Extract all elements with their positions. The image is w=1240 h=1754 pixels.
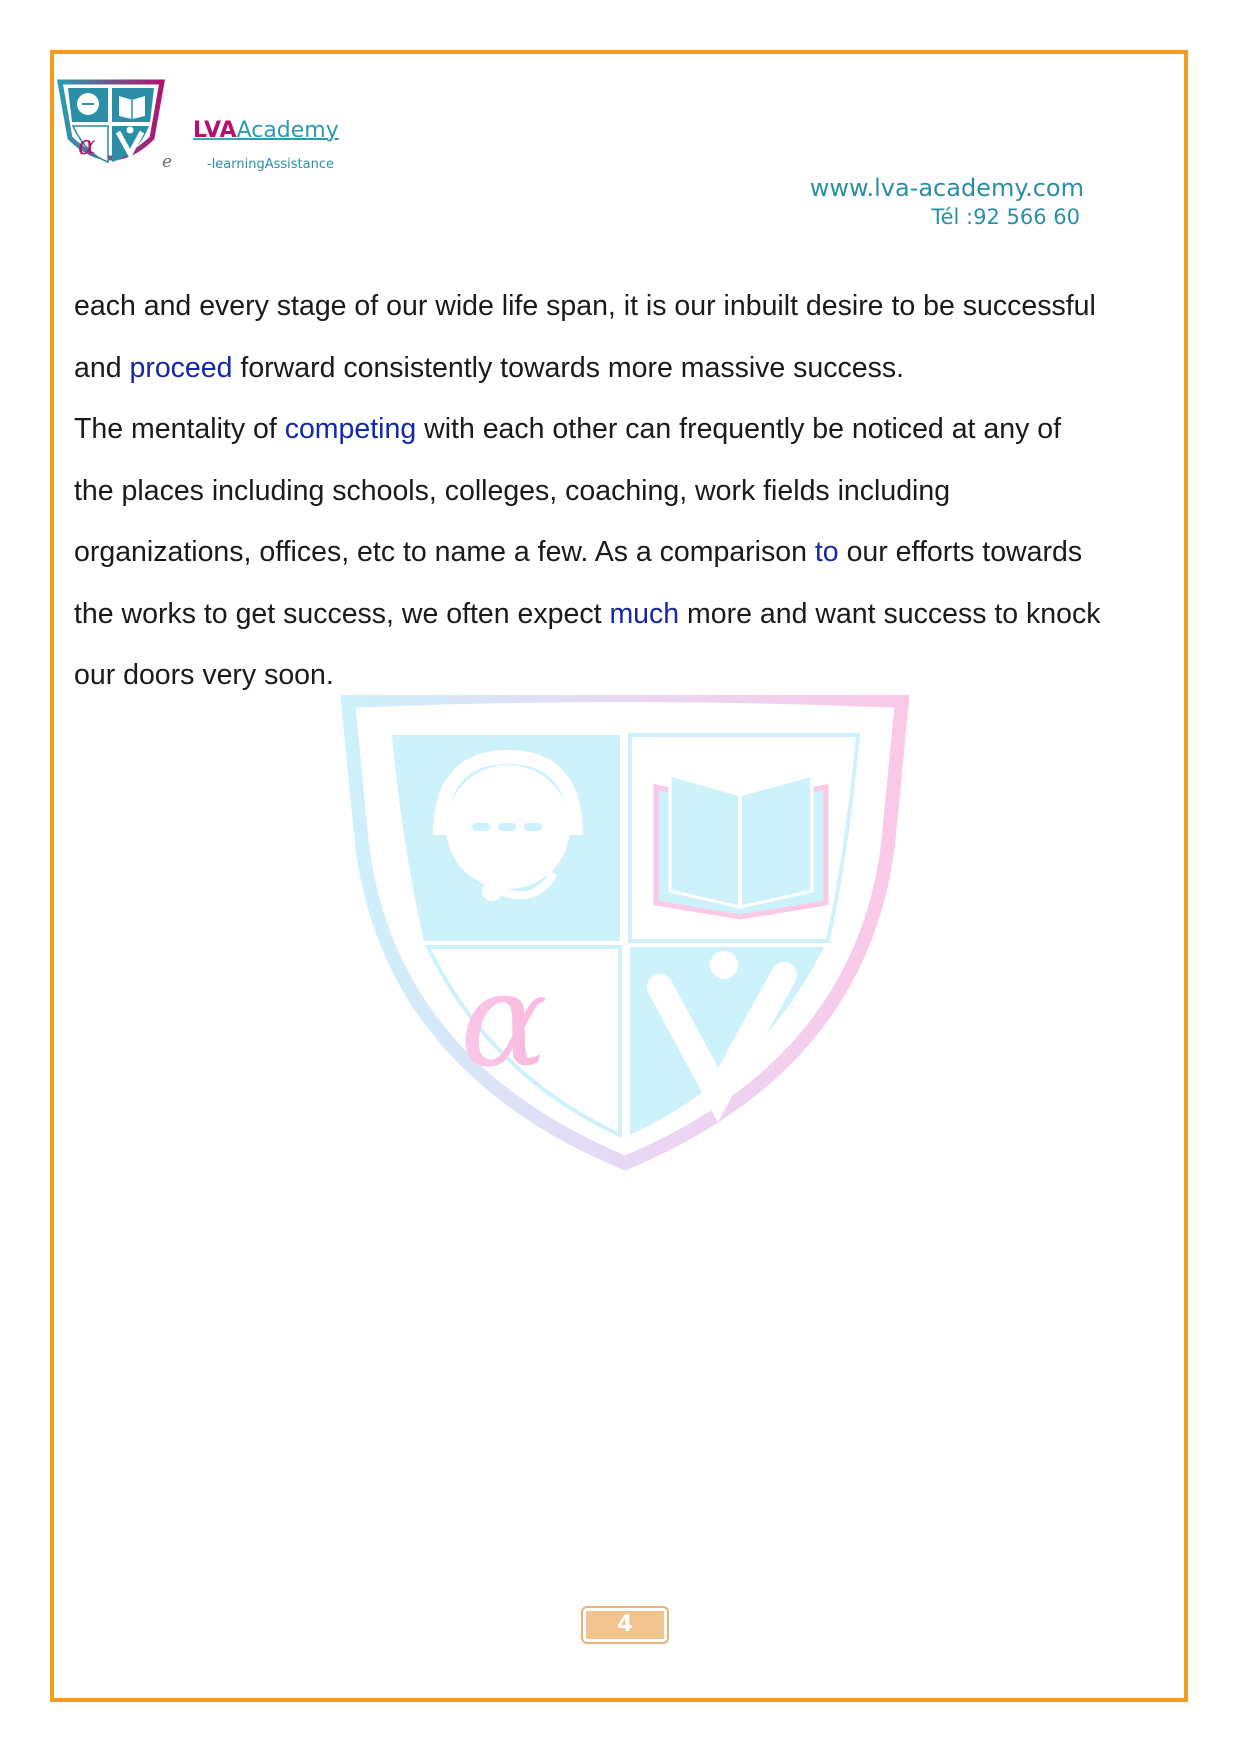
text-segment: forward consistently towards more massive success. (232, 351, 905, 384)
text-segment: more and want success to knock (679, 597, 1101, 630)
contact-block (810, 173, 1084, 231)
lva-academy-logo (56, 78, 166, 178)
text-line (74, 584, 1174, 646)
phone-number: Tél :92 566 60 (931, 205, 1080, 229)
text-segment: The mentality of (74, 413, 285, 445)
svg-text:α: α (460, 944, 548, 1096)
watermark-logo (340, 695, 910, 1175)
svg-text:α: α (78, 131, 96, 161)
brand-academy: Academy (236, 118, 339, 143)
text-line (74, 338, 1174, 400)
text-line (74, 645, 1174, 707)
text-segment: each and every stage of our wide life span, it is our inbuilt desire to be successful (74, 290, 1096, 322)
shield-logo-icon (56, 78, 166, 178)
text-segment: and (74, 351, 130, 384)
text-segment: with each other can frequently be noticed at any of (416, 413, 1062, 445)
text-line (74, 522, 1174, 584)
inline-link[interactable]: much (609, 597, 680, 630)
inline-link[interactable]: competing (284, 413, 417, 445)
text-segment: the works to get success, we often expect (74, 597, 610, 630)
text-line (74, 461, 1174, 523)
watermark-shield-icon (340, 695, 910, 1175)
text-line (74, 276, 1174, 338)
text-segment: our doors very soon. (74, 659, 334, 691)
body-paragraph (74, 276, 1174, 707)
page-number: 4 (581, 1606, 669, 1644)
text-segment: the places including schools, colleges, coaching, work fields including (74, 474, 951, 507)
brand-name (193, 120, 339, 142)
inline-link[interactable]: to (814, 536, 839, 568)
text-line (74, 399, 1174, 461)
text-segment: our efforts towards (838, 536, 1083, 568)
brand-lva: LVA (193, 118, 237, 143)
brand-e-letter: e (162, 152, 173, 172)
website-link[interactable]: www.lva-academy.com (809, 174, 1084, 202)
inline-link[interactable]: proceed (129, 351, 233, 384)
text-segment: organizations, offices, etc to name a few. As a comparison (74, 536, 815, 568)
brand-tagline: -learningAssistance (207, 157, 334, 172)
